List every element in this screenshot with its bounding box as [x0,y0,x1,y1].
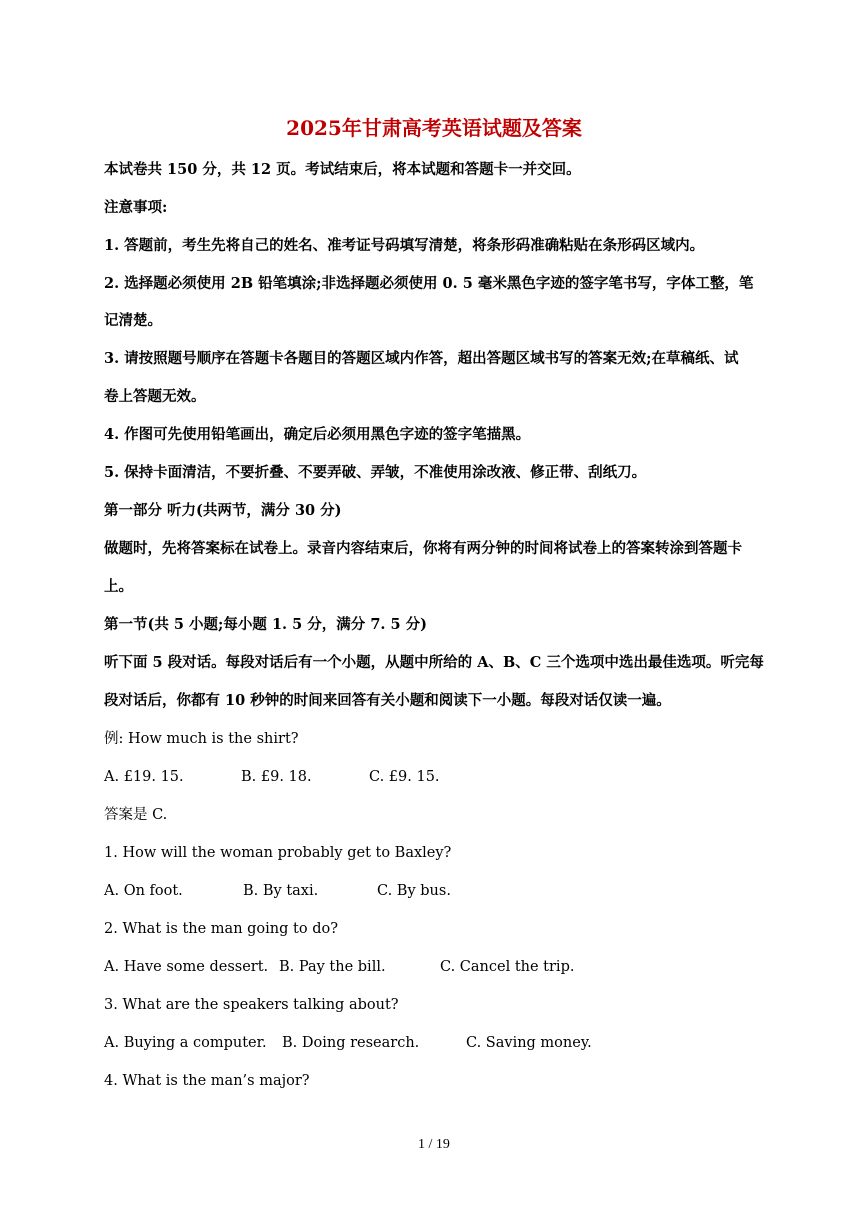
page-number: 1 / 19 [418,1137,450,1152]
notice-line: 记清楚。 [104,312,162,329]
notice-line: 2. 选择题必须使用 2B 铅笔填涂;非选择题必须使用 0. 5 毫米黑色字迹的签字笔书写，字体工整，笔 [104,275,754,292]
notice-line: 5. 保持卡面清洁，不要折叠、不要弄破、弄皱，不准使用涂改液、修正带、刮纸刀。 [104,464,647,481]
part1-heading: 第一部分 听力(共两节，满分 30 分) [104,502,342,519]
notice-line: 3. 请按照题号顺序在答题卡各题目的答题区域内作答，超出答题区域书写的答案无效;在草稿纸、试 [104,350,739,367]
part1-instruction: 上。 [104,578,133,595]
question-4: 4. What is the man’s major? [104,1073,310,1089]
q2-option-c: C. Cancel the trip. [440,959,575,975]
q2-option-a: A. Have some dessert. [104,959,269,975]
q2-option-b: B. Pay the bill. [279,959,386,975]
example-option-b: B. £9. 18. [241,769,312,785]
example-answer: 答案是 C. [104,807,168,823]
section1-heading: 第一节(共 5 小题;每小题 1. 5 分，满分 7. 5 分) [104,616,427,633]
notice-line: 1. 答题前，考生先将自己的姓名、准考证号码填写清楚，将条形码准确粘贴在条形码区域内。 [104,237,705,254]
q1-option-b: B. By taxi. [243,883,319,899]
intro-text: 本试卷共 150 分，共 12 页。考试结束后，将本试题和答题卡一并交回。 [104,161,581,178]
question-2: 2. What is the man going to do? [104,921,338,937]
example-option-a: A. £19. 15. [104,769,184,785]
example-option-c: C. £9. 15. [369,769,440,785]
q1-option-a: A. On foot. [104,883,183,899]
document-title: 2025年甘肃高考英语试题及答案 [286,116,582,140]
notice-line: 卷上答题无效。 [104,388,206,405]
section1-instruction: 段对话后，你都有 10 秒钟的时间来回答有关小题和阅读下一小题。每段对话仅读一遍。 [104,692,671,709]
question-3: 3. What are the speakers talking about? [104,997,399,1013]
q3-option-c: C. Saving money. [466,1035,592,1051]
q3-option-a: A. Buying a computer. [104,1035,267,1051]
q1-option-c: C. By bus. [377,883,451,899]
notice-line: 4. 作图可先使用铅笔画出，确定后必须用黑色字迹的签字笔描黑。 [104,426,531,443]
q3-option-b: B. Doing research. [282,1035,420,1051]
section1-instruction: 听下面 5 段对话。每段对话后有一个小题，从题中所给的 A、B、C 三个选项中选出最佳选项。听完每 [104,654,764,671]
question-1: 1. How will the woman probably get to Baxley? [104,845,452,861]
example-question: 例: How much is the shirt? [104,731,299,747]
part1-instruction: 做题时，先将答案标在试卷上。录音内容结束后，你将有两分钟的时间将试卷上的答案转涂到答题卡 [104,540,742,557]
notice-heading: 注意事项: [104,199,168,216]
